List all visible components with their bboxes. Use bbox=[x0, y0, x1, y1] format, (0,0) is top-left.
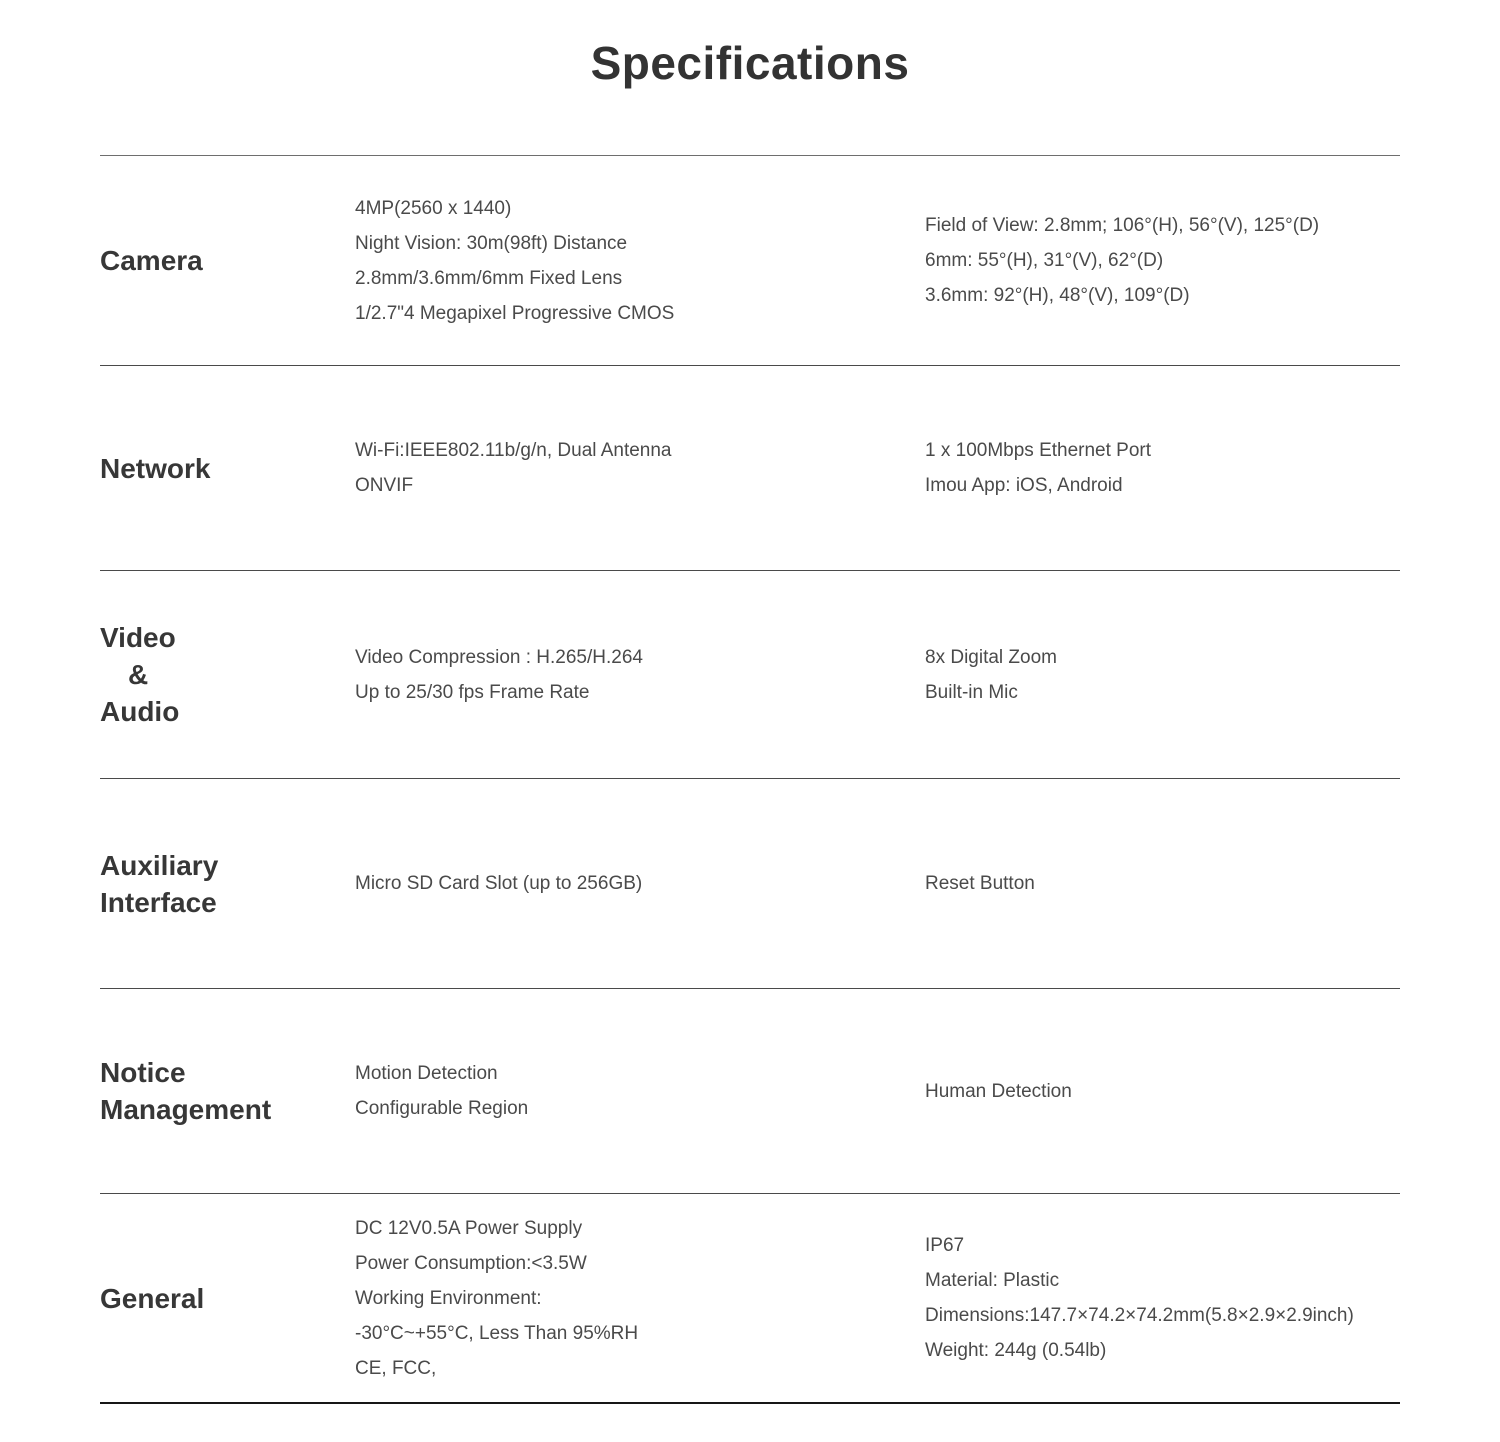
section-heading-video-audio bbox=[100, 571, 355, 778]
section-heading-label: Camera bbox=[100, 245, 203, 276]
spec-detail-secondary bbox=[925, 779, 1400, 988]
section-heading-label: Interface bbox=[100, 886, 217, 918]
spec-line: IP67 bbox=[925, 1235, 965, 1256]
spec-detail-secondary bbox=[925, 156, 1400, 365]
spec-line: CE, FCC, bbox=[355, 1357, 437, 1379]
spec-line: -30°C~+55°C, Less Than 95%RH bbox=[355, 1322, 639, 1344]
page-title: Specifications bbox=[590, 37, 910, 89]
spec-line: Motion Detection bbox=[355, 1063, 498, 1084]
spec-line: Reset Button bbox=[925, 873, 1035, 894]
section-heading-label: & bbox=[128, 659, 149, 690]
spec-detail-secondary bbox=[925, 366, 1400, 570]
section-heading-network bbox=[100, 366, 355, 570]
spec-line: Power Consumption:<3.5W bbox=[355, 1252, 587, 1274]
spec-line: 3.6mm: 92°(H), 48°(V), 109°(D) bbox=[925, 285, 1190, 306]
spec-row-auxiliary-interface bbox=[100, 779, 1400, 989]
spec-line: Wi-Fi:IEEE802.11b/g/n, Dual Antenna bbox=[355, 440, 672, 461]
spec-line: Working Environment: bbox=[355, 1287, 542, 1309]
spec-line: Night Vision: 30m(98ft) Distance bbox=[355, 232, 628, 254]
spec-detail-primary bbox=[355, 1194, 925, 1402]
spec-row-notice-management bbox=[100, 989, 1400, 1194]
spec-detail-secondary bbox=[925, 571, 1400, 778]
spec-line: 6mm: 55°(H), 31°(V), 62°(D) bbox=[925, 250, 1164, 271]
spec-row-camera bbox=[100, 156, 1400, 366]
section-heading-notice-management bbox=[100, 989, 355, 1193]
spec-line: 1/2.7"4 Megapixel Progressive CMOS bbox=[355, 302, 675, 324]
section-heading-camera bbox=[100, 156, 355, 365]
specifications-table bbox=[100, 155, 1400, 1404]
section-heading-auxiliary-interface bbox=[100, 779, 355, 988]
section-heading-label: Management bbox=[100, 1094, 272, 1125]
spec-line: Video Compression : H.265/H.264 bbox=[355, 646, 643, 668]
spec-line: 1 x 100Mbps Ethernet Port bbox=[925, 440, 1152, 461]
spec-detail-primary bbox=[355, 779, 925, 988]
spec-detail-secondary bbox=[925, 989, 1400, 1193]
spec-line: 4MP(2560 x 1440) bbox=[355, 197, 512, 219]
spec-line: 8x Digital Zoom bbox=[925, 646, 1057, 668]
spec-line: Dimensions:147.7×74.2×74.2mm(5.8×2.9×2.9inch) bbox=[925, 1305, 1354, 1326]
spec-line: Human Detection bbox=[925, 1080, 1072, 1102]
section-heading-label: Notice bbox=[100, 1057, 186, 1088]
spec-line: Material: Plastic bbox=[925, 1270, 1060, 1291]
spec-line: Up to 25/30 fps Frame Rate bbox=[355, 681, 590, 703]
section-heading-label: Auxiliary bbox=[100, 849, 219, 881]
section-heading-label: General bbox=[100, 1282, 205, 1314]
spec-detail-primary bbox=[355, 989, 925, 1193]
spec-line: Configurable Region bbox=[355, 1098, 529, 1119]
spec-row-general bbox=[100, 1194, 1400, 1404]
spec-line: Imou App: iOS, Android bbox=[925, 475, 1123, 496]
section-heading-general bbox=[100, 1194, 355, 1402]
spec-line: Built-in Mic bbox=[925, 681, 1018, 703]
section-heading-label: Network bbox=[100, 452, 211, 484]
section-heading-label: Audio bbox=[100, 696, 180, 727]
spec-detail-secondary bbox=[925, 1194, 1400, 1402]
spec-row-video-audio bbox=[100, 571, 1400, 779]
spec-detail-primary bbox=[355, 571, 925, 778]
spec-line: Micro SD Card Slot (up to 256GB) bbox=[355, 873, 643, 894]
spec-detail-primary bbox=[355, 366, 925, 570]
spec-line: 2.8mm/3.6mm/6mm Fixed Lens bbox=[355, 267, 623, 289]
spec-line: Field of View: 2.8mm; 106°(H), 56°(V), 125°(D) bbox=[925, 215, 1320, 236]
spec-detail-primary bbox=[355, 156, 925, 365]
section-heading-label: Video bbox=[100, 622, 176, 653]
spec-row-network bbox=[100, 366, 1400, 571]
spec-line: Weight: 244g (0.54lb) bbox=[925, 1340, 1107, 1361]
spec-line: ONVIF bbox=[355, 475, 414, 496]
spec-line: DC 12V0.5A Power Supply bbox=[355, 1217, 583, 1239]
